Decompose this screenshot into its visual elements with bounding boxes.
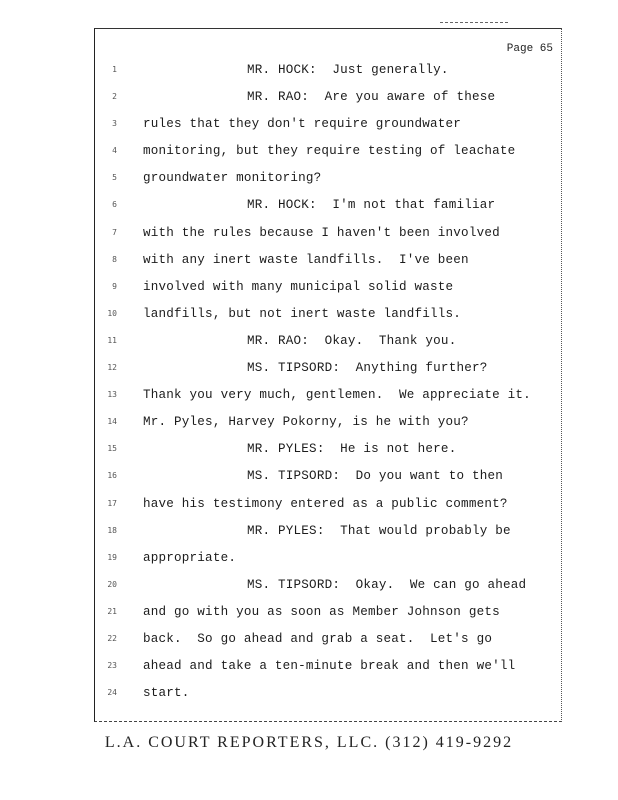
- transcript-line: [95, 523, 561, 553]
- line-text: Mr. Pyles, Harvey Pokorny, is he with you?: [143, 415, 469, 430]
- line-text: ahead and take a ten-minute break and then we'll: [143, 659, 516, 674]
- line-text: monitoring, but they require testing of leachate: [143, 144, 516, 159]
- transcript-line: [95, 173, 561, 200]
- line-text: with the rules because I haven't been involved: [143, 225, 500, 240]
- line-number: 24: [107, 688, 117, 698]
- line-number: 23: [107, 661, 117, 671]
- line-text: MR. RAO: Are you aware of these: [247, 90, 496, 105]
- line-text: MS. TIPSORD: Okay. We can go ahead: [247, 577, 527, 592]
- line-number: 2: [112, 92, 117, 102]
- line-number: 18: [107, 525, 117, 535]
- line-number: 5: [112, 173, 117, 183]
- transcript-line: [95, 631, 561, 661]
- line-number: 9: [112, 281, 117, 291]
- line-text: Thank you very much, gentlemen. We appreciate it.: [143, 388, 531, 403]
- transcript-line: [95, 363, 561, 390]
- line-number: 20: [107, 579, 117, 589]
- transcript-line: [95, 496, 561, 526]
- transcript-line: [95, 119, 561, 146]
- line-text: appropriate.: [143, 550, 237, 565]
- transcript-line: [95, 577, 561, 607]
- line-number: 10: [107, 308, 117, 318]
- line-text: rules that they don't require groundwater: [143, 117, 462, 132]
- transcript-line: [95, 390, 561, 417]
- line-number: 16: [107, 471, 117, 481]
- transcript-line: [95, 65, 561, 92]
- line-text: MS. TIPSORD: Do you want to then: [247, 469, 503, 484]
- transcript-line: [95, 688, 561, 715]
- line-number: 17: [107, 498, 117, 508]
- line-text: start.: [143, 686, 190, 701]
- top-edge-mark: [440, 22, 508, 25]
- line-text: back. So go ahead and grab a seat. Let's go: [143, 631, 493, 646]
- line-text: MR. HOCK: I'm not that familiar: [247, 198, 496, 213]
- line-number: 22: [107, 633, 117, 643]
- line-number: 11: [107, 335, 117, 345]
- transcript-line: [95, 306, 561, 336]
- line-number: 8: [112, 254, 117, 264]
- transcript-page: [94, 28, 562, 722]
- line-text: MR. PYLES: That would probably be: [247, 523, 511, 538]
- line-number: 3: [112, 119, 117, 129]
- line-text: groundwater monitoring?: [143, 171, 322, 186]
- transcript-line: [95, 279, 561, 309]
- line-text: and go with you as soon as Member Johnson gets: [143, 604, 500, 619]
- line-text: MR. HOCK: Just generally.: [247, 63, 449, 77]
- transcript-line: [95, 200, 561, 227]
- line-number: 19: [107, 552, 117, 562]
- line-number: 13: [107, 390, 117, 400]
- transcript-line: [95, 471, 561, 498]
- transcript-line: [95, 225, 561, 255]
- transcript-line: [95, 92, 561, 119]
- line-number: 1: [112, 65, 117, 74]
- line-number: 4: [112, 146, 117, 156]
- line-number: 6: [112, 200, 117, 210]
- line-text: involved with many municipal solid waste: [143, 279, 454, 294]
- line-text: MR. RAO: Okay. Thank you.: [247, 333, 457, 348]
- line-text: landfills, but not inert waste landfills.: [143, 306, 462, 321]
- line-text: MS. TIPSORD: Anything further?: [247, 361, 488, 376]
- transcript-line: [95, 252, 561, 282]
- transcript-line: [95, 444, 561, 471]
- court-reporter-footer: L.A. COURT REPORTERS, LLC. (312) 419-9292: [104, 734, 514, 751]
- transcript-line: [95, 604, 561, 634]
- transcript-line: [95, 333, 561, 363]
- line-number: 15: [107, 444, 117, 454]
- transcript-line: [95, 550, 561, 580]
- transcript-line: [95, 417, 561, 444]
- line-number: 14: [107, 417, 117, 427]
- transcript-lines: [95, 65, 561, 715]
- line-text: have his testimony entered as a public comment?: [143, 496, 508, 511]
- line-number: 21: [107, 606, 117, 616]
- transcript-line: [95, 146, 561, 173]
- line-number: 12: [107, 363, 117, 373]
- line-number: 7: [112, 227, 117, 237]
- page-number: Page 65: [506, 43, 553, 55]
- transcript-line: [95, 661, 561, 688]
- line-text: MR. PYLES: He is not here.: [247, 442, 457, 457]
- line-text: with any inert waste landfills. I've been: [143, 252, 469, 267]
